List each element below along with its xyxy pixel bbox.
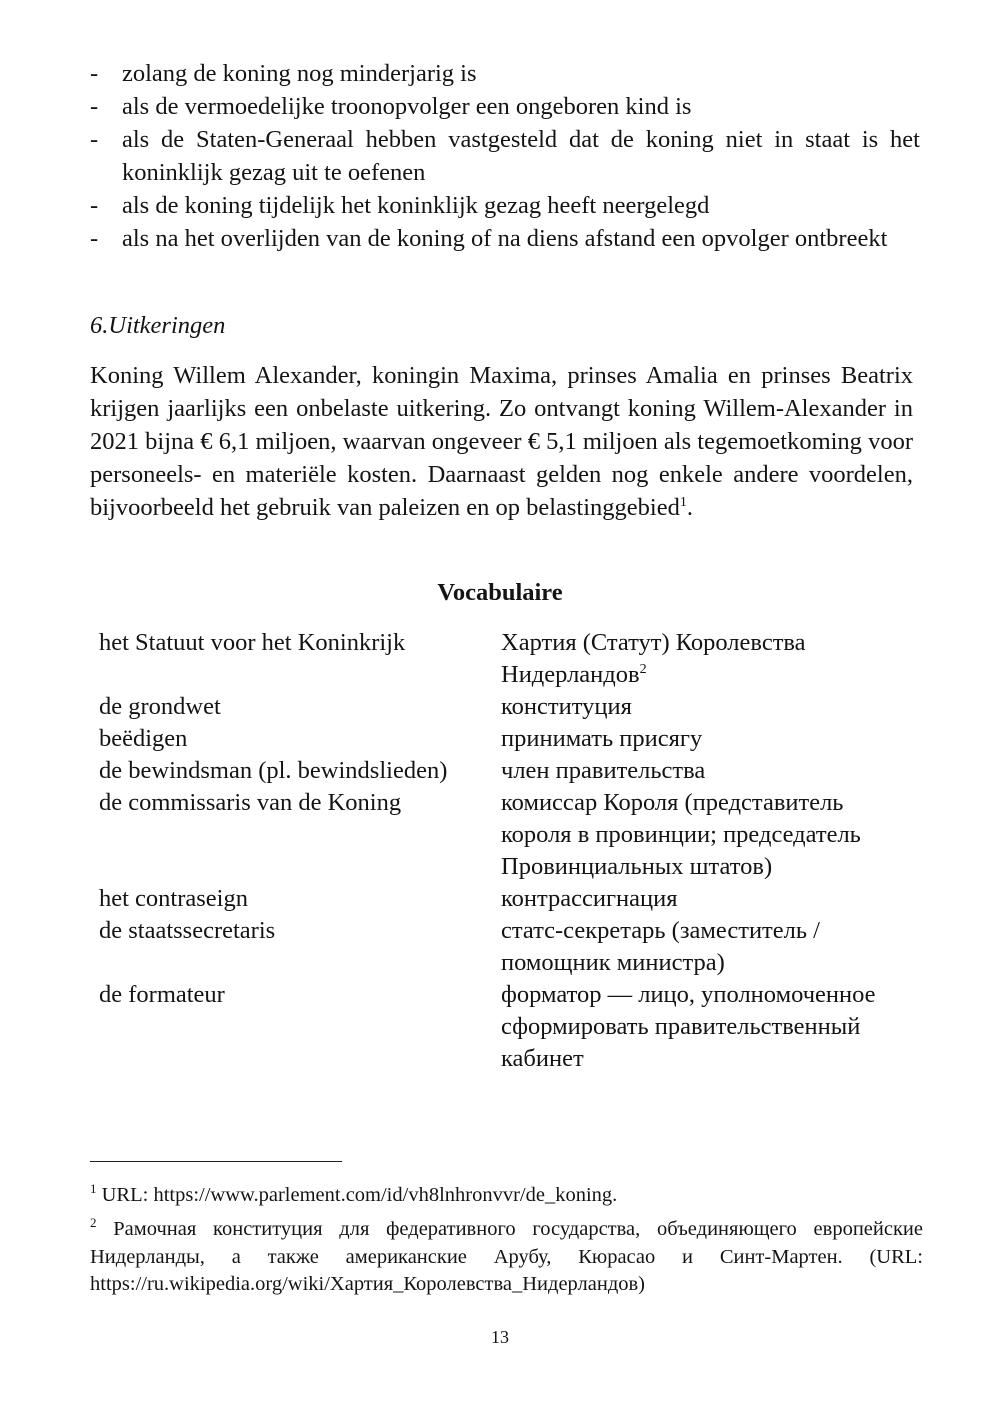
vocabulary-row xyxy=(99,723,919,755)
footnote-ref[interactable]: 2 xyxy=(639,661,647,677)
dutch-term: het Statuut voor het Koninkrijk xyxy=(99,629,406,656)
list-item: - als de Staten-Generaal hebben vastgesteld dat de koning niet in staat is het koninklijk gezag uit te oefenen xyxy=(90,123,920,189)
list-item: - zolang de koning nog minderjarig is xyxy=(90,57,920,90)
dutch-term: de staatssecretaris xyxy=(99,917,276,944)
vocabulary-row xyxy=(99,691,919,723)
vocabulary-row xyxy=(99,755,919,787)
footnote-text[interactable]: URL: https://www.parlement.com/id/vh8lnhronvvr/de_koning. xyxy=(101,1183,618,1206)
russian-translation: принимать присягу xyxy=(501,725,703,752)
page-number: 13 xyxy=(491,1327,509,1347)
russian-translation: член правительства xyxy=(501,757,706,784)
bullet-dash: - xyxy=(90,93,99,120)
vocabulary-table xyxy=(99,627,919,1075)
footnote-divider xyxy=(90,1161,342,1162)
russian-translation: конституция xyxy=(501,693,632,720)
list-item: - als de vermoedelijke troonopvolger een ongeboren kind is xyxy=(90,90,920,123)
vocabulary-row xyxy=(99,915,919,979)
footnotes xyxy=(90,1175,923,1299)
dutch-term: de formateur xyxy=(99,981,225,1008)
dutch-term: de commissaris van de Koning xyxy=(99,789,402,816)
footnote-number: 1 xyxy=(90,1181,97,1196)
footnote xyxy=(90,1209,923,1298)
bullet-dash: - xyxy=(90,60,99,87)
dutch-term: de grondwet xyxy=(99,693,221,720)
vocabulary-row xyxy=(99,627,919,691)
dutch-term: de bewindsman (pl. bewindslieden) xyxy=(99,757,448,784)
russian-translation: статс-секретарь (заместитель / помощник министра) xyxy=(501,917,820,976)
section-heading: 6.Uitkeringen xyxy=(90,312,226,339)
bullet-dash: - xyxy=(90,192,99,219)
vocabulary-row xyxy=(99,787,919,883)
list-item: - als de koning tijdelijk het koninklijk gezag heeft neergelegd xyxy=(90,189,920,222)
footnote-text[interactable]: Рамочная конституция для федеративного государства, объединяющего европейские Нидерланды, а также американские Арубу, Кюрасао и Синт-Мартен. (URL: https://ru.wikipedia.org/wiki/Хартия_Королевства_Нидерландов) xyxy=(90,1218,924,1296)
footnote-ref[interactable]: 1 xyxy=(679,494,687,510)
footnote xyxy=(90,1175,923,1209)
footnote-number: 2 xyxy=(90,1215,97,1231)
dutch-term: beëdigen xyxy=(99,725,188,752)
vocabulary-row xyxy=(99,883,919,915)
russian-translation: контрассигнация xyxy=(501,885,678,912)
list-item: - als na het overlijden van de koning of na diens afstand een opvolger ontbreekt xyxy=(90,222,920,255)
bullet-dash: - xyxy=(90,126,99,153)
russian-translation: комиссар Короля (представитель короля в провинции; председатель Провинциальных штатов) xyxy=(501,789,861,880)
russian-translation: форматор — лицо, уполномоченное сформировать правительственный кабинет xyxy=(501,981,876,1072)
vocabulary-row xyxy=(99,979,919,1075)
vocabulary-title: Vocabulaire xyxy=(437,579,563,606)
dutch-term: het contraseign xyxy=(99,885,248,912)
bullet-dash: - xyxy=(90,225,99,252)
body-paragraph: Koning Willem Alexander, koningin Maxima, prinses Amalia en prinses Beatrix krijgen jaarlijks een onbelaste uitkering. Zo ontvangt koning Willem-Alexander in 2021 bijna € 6,1 miljoen, waarvan ongeveer € 5,1 miljoen als tegemoetkoming voor personeels- en materiële kosten. Daarnaast gelden nog enkele andere voordelen, bijvoorbeeld het gebruik van paleizen en op belastinggebied$^1$. xyxy=(90,362,913,521)
bullet-list xyxy=(90,57,920,255)
russian-translation: Хартия (Статут) Королевства Нидерландов$^2$ xyxy=(501,629,806,688)
